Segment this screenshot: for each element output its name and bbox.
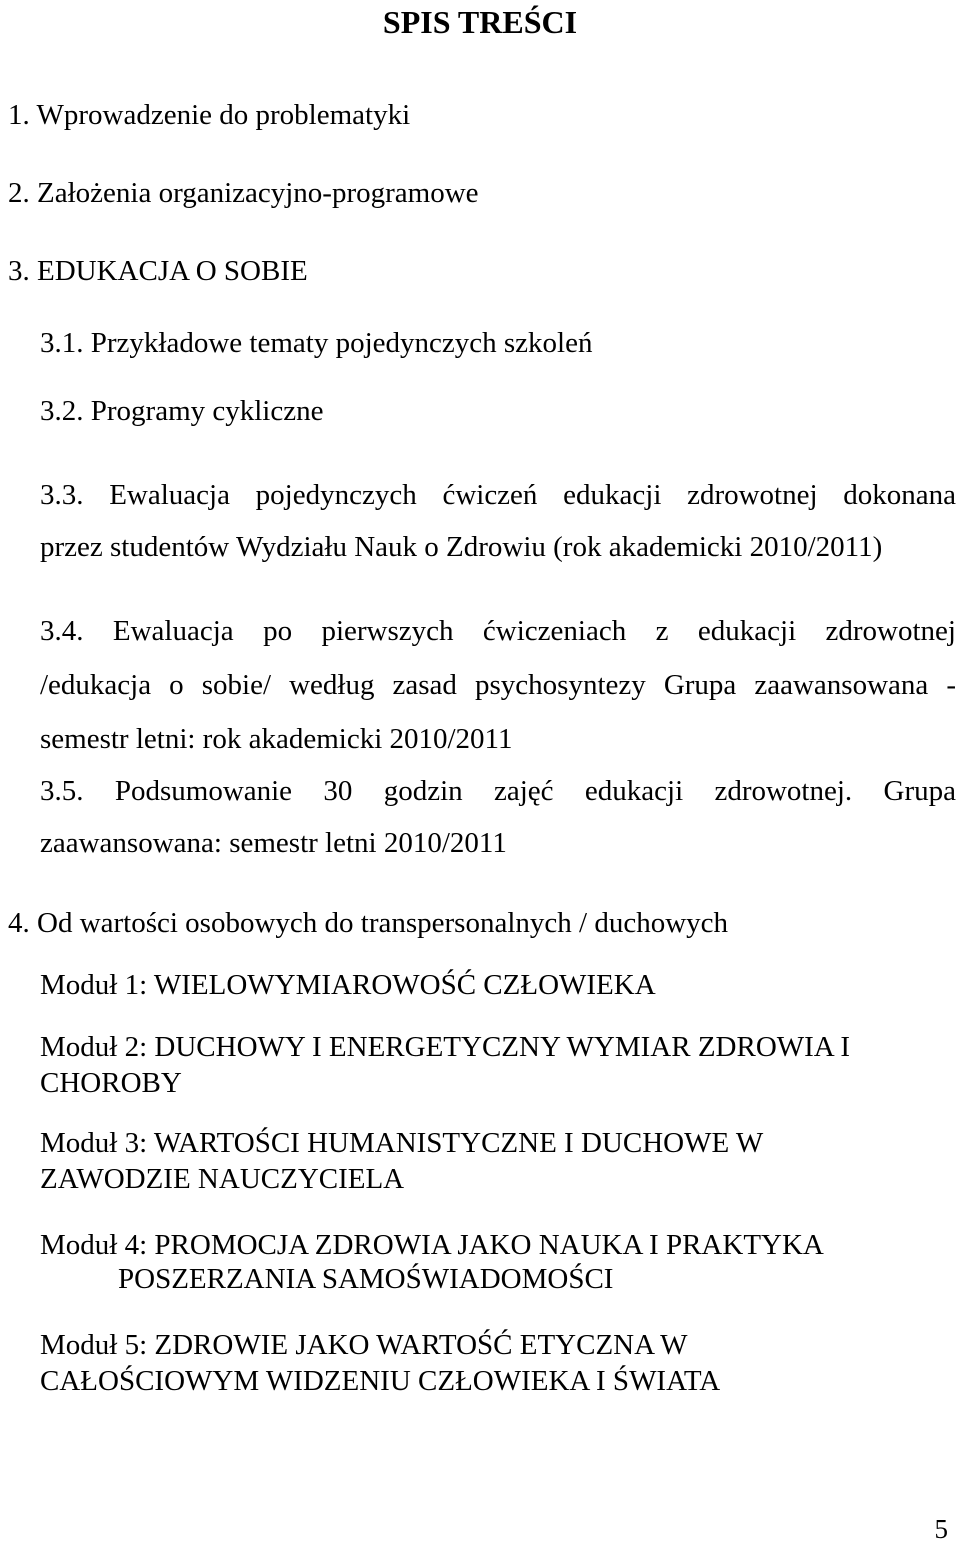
module-3-line1: Moduł 3: WARTOŚCI HUMANISTYCZNE I DUCHOWE W	[40, 1127, 764, 1159]
toc-item-3-5-line1: 3.5. Podsumowanie 30 godzin zajęć edukacji zdrowotnej. Grupa	[40, 775, 956, 807]
module-4-line1: Moduł 4: PROMOCJA ZDROWIA JAKO NAUKA I PRAKTYKA	[40, 1229, 824, 1261]
toc-item-3-3-line2: przez studentów Wydziału Nauk o Zdrowiu (rok akademicki 2010/2011)	[40, 531, 883, 563]
page-title: SPIS TREŚCI	[382, 4, 578, 40]
toc-item-1: 1. Wprowadzenie do problematyki	[8, 99, 411, 131]
module-4-line2: POSZERZANIA SAMOŚWIADOMOŚCI	[118, 1263, 614, 1295]
toc-item-4: 4. Od wartości osobowych do transpersonalnych / duchowych	[8, 907, 729, 939]
module-3-line2: ZAWODZIE NAUCZYCIELA	[40, 1163, 405, 1195]
toc-item-3-1: 3.1. Przykładowe tematy pojedynczych szkoleń	[40, 327, 593, 359]
toc-item-3-5-line2: zaawansowana: semestr letni 2010/2011	[40, 827, 507, 859]
module-5-line2: CAŁOŚCIOWYM WIDZENIU CZŁOWIEKA I ŚWIATA	[40, 1365, 721, 1397]
toc-item-3-4-line2: /edukacja o sobie/ według zasad psychosyntezy Grupa zaawansowana -	[40, 669, 956, 701]
toc-item-3-2: 3.2. Programy cykliczne	[40, 395, 324, 427]
toc-item-3-4-line3: semestr letni: rok akademicki 2010/2011	[40, 723, 513, 755]
module-2-line2: CHOROBY	[40, 1067, 182, 1099]
toc-item-3: 3. EDUKACJA O SOBIE	[8, 255, 308, 287]
toc-item-3-3-line1: 3.3. Ewaluacja pojedynczych ćwiczeń edukacji zdrowotnej dokonana	[40, 479, 956, 511]
module-1: Moduł 1: WIELOWYMIAROWOŚĆ CZŁOWIEKA	[40, 969, 656, 1001]
toc-item-2: 2. Założenia organizacyjno-programowe	[8, 177, 479, 209]
module-2-line1: Moduł 2: DUCHOWY I ENERGETYCZNY WYMIAR ZDROWIA I	[40, 1031, 851, 1063]
toc-item-3-4-line1: 3.4. Ewaluacja po pierwszych ćwiczeniach z edukacji zdrowotnej	[40, 615, 956, 647]
page-number: 5	[934, 1514, 948, 1544]
module-5-line1: Moduł 5: ZDROWIE JAKO WARTOŚĆ ETYCZNA W	[40, 1329, 688, 1361]
